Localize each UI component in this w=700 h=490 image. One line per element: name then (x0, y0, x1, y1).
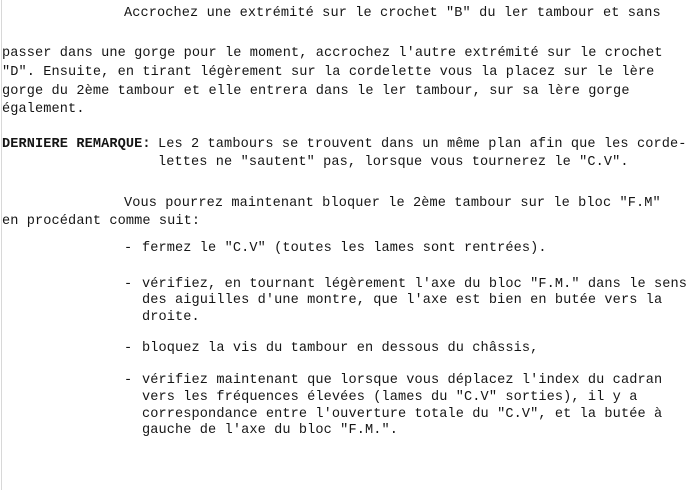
step-1-line-1: fermez le "C.V" (toutes les lames sont rentrées). (142, 241, 547, 256)
remark-line-2: lettes ne "sautent" pas, lorsque vous tournerez le "C.V". (158, 155, 629, 170)
paragraph2-line-1: Vous pourrez maintenant bloquer le 2ème tambour sur le bloc "F.M" (124, 196, 661, 211)
step-4-line-4: gauche de l'axe du bloc "F.M.". (142, 423, 398, 438)
step-1-dash: - (124, 241, 133, 256)
step-2-line-3: droite. (142, 310, 200, 325)
paragraph2-line-2: en procédant comme suit: (2, 214, 201, 229)
step-4-line-3: correspondance entre l'ouverture totale du "C.V", et la butée à (142, 407, 663, 422)
remark-line-1: Les 2 tambours se trouvent dans un même plan afin que les corde- (158, 137, 687, 152)
step-3-line-1: bloquez la vis du tambour en dessous du châssis, (142, 341, 539, 356)
step-4-dash: - (124, 373, 133, 388)
step-2-dash: - (124, 277, 133, 292)
paragraph1-line-5: également. (2, 102, 85, 117)
paragraph1-line-1: Accrochez une extrémité sur le crochet "B" du ler tambour et sans (124, 6, 661, 21)
paragraph1-line-3: "D". Ensuite, en tirant légèrement sur la cordelette vous la placez sur le lère (2, 65, 655, 80)
paragraph1-line-2: passer dans une gorge pour le moment, accrochez l'autre extrémité sur le crochet (2, 46, 663, 61)
paragraph1-line-4: gorge du 2ème tambour et elle entrera dans le ler tambour, sur sa lère gorge (2, 84, 630, 99)
step-2-line-2: des aiguilles d'une montre, que l'axe est bien en butée vers la (142, 293, 663, 308)
step-4-line-1: vérifiez maintenant que lorsque vous déplacez l'index du cadran (142, 373, 663, 388)
step-4-line-2: vers les fréquences élevées (lames du "C.V" sorties), il y a (142, 390, 638, 405)
step-3-dash: - (124, 341, 133, 356)
step-2-line-1: vérifiez, en tournant légèrement l'axe du bloc "F.M." dans le sens (142, 277, 687, 292)
remark-label: DERNIERE REMARQUE: (2, 137, 151, 152)
